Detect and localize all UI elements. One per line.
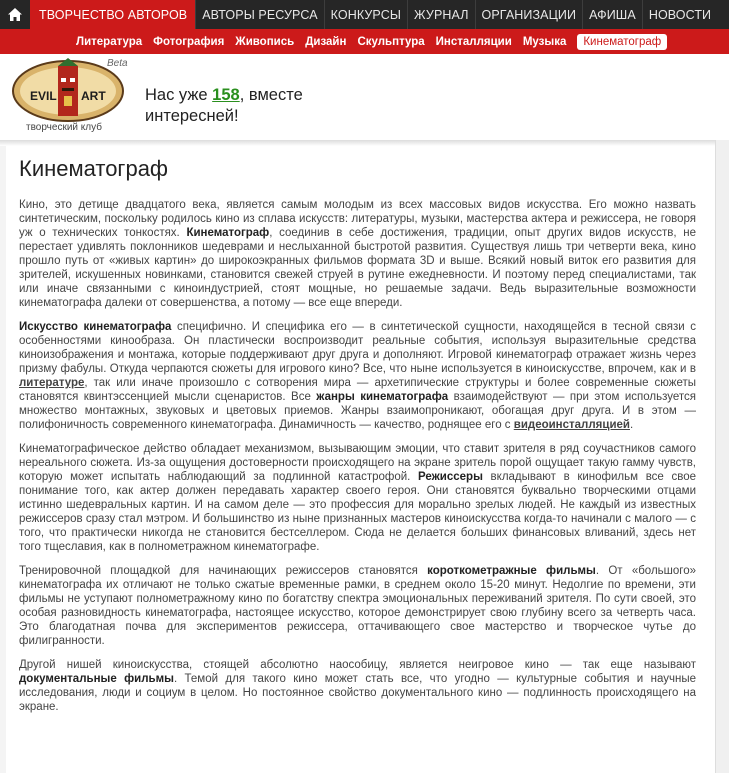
evil-art-logo[interactable]	[10, 58, 130, 132]
logo-text-art: ART	[81, 89, 106, 103]
topnav-item-authors-work[interactable]: ТВОРЧЕСТВО АВТОРОВ	[30, 0, 195, 29]
article-paragraph: Искусство кинематографа специфично. И специфика его — в синтетической сущности, находящейся в тесной связи с особенностями кинообраза. Он пластически воспроизводит реальные события, используя выразительные средства киноизображения и монтажа, которые поддерживают друг друга и дополняют. Игровой кинематограф отражает жизнь через призму фабулы. Откуда черпаются сюжеты для игрового кино? Все, что ныне используется в киноискусстве, впрочем, как и в литературе, так или иначе произошло с сотворения мира — архетипические структуры и более современные сюжеты становятся квинтэссенцией мысли сценаристов. Все жанры кинематографа взаимодействуют — при этом используется множество монтажных, звуковых и цветовых приемов. Жанры взаимопроникают, обогащая друг друга. И в этом — полифоничность современного кинематографа. Динамичность — качество, роднящее его с видеоинсталляцией.	[19, 321, 696, 431]
logo-club-text: творческий клуб	[26, 122, 102, 132]
topnav-item-journal[interactable]: ЖУРНАЛ	[407, 0, 475, 29]
subnav-item-painting[interactable]: Живопись	[235, 35, 295, 48]
article-paragraph: Другой нишей киноискусства, стоящей абсолютно наособицу, является неигровое кино — так еще называют документальные фильмы. Темой для такого кино может стать все, что угодно — культурные события и научные исследования, люди и социум в целом. Но постоянное свойство документального кино — подлинность происходящего на экране.	[19, 659, 696, 713]
topnav-item-organizations[interactable]: ОРГАНИЗАЦИИ	[475, 0, 583, 29]
page-title: Кинематограф	[19, 156, 169, 181]
home-icon[interactable]	[0, 0, 30, 29]
article-paragraph: Кино, это детище двадцатого века, является самым молодым из всех массовых видов искусства. Его можно назвать синтетическим, поскольку родилось кино из сплава искусств: литературы, музыки, мастерства актера и режиссера, не говоря уж о технических тонкостях. Кинематограф, соединив в себе достижения, традиции, опыт других видов искусств, не перестает удивлять поклонников шедеврами и неслыханной быстротой развития. Существуя лишь три четверти века, кино прошло путь от «живых картин» до широкоэкранных фильмов формата 3D и выше. Всякий новый виток его развития для зрителей, искушенных новинками, становится свежей струей в рутине ежедневности. И поэтому перед специалистами, так или иначе связанными с киноиндустрией, стоят мощные, но решаемые задачи. Ведь выразительные возможности кинематографа далеки от совершенства, а потому — все еще впереди.	[19, 199, 696, 309]
sub-navigation	[0, 29, 729, 54]
top-navigation	[0, 0, 729, 29]
subnav-item-installations[interactable]: Инсталляции	[435, 35, 512, 48]
article-content	[0, 140, 715, 773]
member-count[interactable]: 158	[212, 86, 240, 104]
tagline: Нас уже 158, вместе интересней!	[145, 86, 303, 125]
video-installation-link[interactable]: видеоинсталляцией	[513, 419, 630, 431]
subnav-item-music[interactable]: Музыка	[522, 35, 567, 48]
topnav-item-contests[interactable]: КОНКУРСЫ	[324, 0, 407, 29]
site-header	[0, 54, 729, 134]
subnav-item-sculpture[interactable]: Скульптура	[357, 35, 425, 48]
topnav-item-news[interactable]: НОВОСТИ	[642, 0, 717, 29]
topnav-item-poster[interactable]: АФИША	[582, 0, 642, 29]
logo-text-evil: EVIL	[30, 89, 57, 103]
subnav-item-cinema[interactable]: Кинематограф	[577, 34, 667, 50]
article-paragraph: Тренировочной площадкой для начинающих режиссеров становятся короткометражные фильмы. От «большого» кинематографа их отличают не только сжатые временные рамки, в среднем около 15-20 минут. Недолгие по времени, эти фильмы не уступают полнометражному кино по богатству спектра эмоциональных переживаний зрителя. По сути своей, это особая разновидность кинематографа, настоящее искусство, которое демонстрирует свою глубину всего за четверть часа. Это благодатная почва для экспериментов режиссера, оттачивающего свое мастерство и творческое чутье до филигранности.	[19, 565, 697, 647]
right-gutter	[715, 140, 729, 773]
article-paragraph: Кинематографическое действо обладает механизмом, вызывающим эмоции, что ставит зрителя в ряд соучастников самого нереального сюжета. Из-за ощущения достоверности происходящего на экране зритель порой ощущает такую гамму чувств, которую может испытать наблюдающий за подлинной катастрофой. Режиссеры вкладывают в кинофильм все свое понимание того, как актер должен передавать характер своего героя. Они становятся буквально творческими отцами истинно шедевральных картин. И на самом деле — это профессия для морально зрелых людей. Не каждый из известных режиссеров сразу стал мэтром. И большинство из ныне признанных мастеров киноискусства когда-то начинали с малого — с того, что практически никогда не становится бестселлером. Сюда не делается больших финансовых вливаний, здесь нет того тщеславия, как в полнометражном кинематографе.	[19, 443, 696, 553]
topnav-item-resource-authors[interactable]: АВТОРЫ РЕСУРСА	[195, 0, 323, 29]
literature-link[interactable]: литературе	[19, 377, 85, 389]
subnav-item-design[interactable]: Дизайн	[305, 35, 347, 48]
subnav-item-literature[interactable]: Литература	[76, 35, 143, 48]
beta-label: Beta	[107, 58, 128, 69]
subnav-item-photography[interactable]: Фотография	[153, 35, 225, 48]
